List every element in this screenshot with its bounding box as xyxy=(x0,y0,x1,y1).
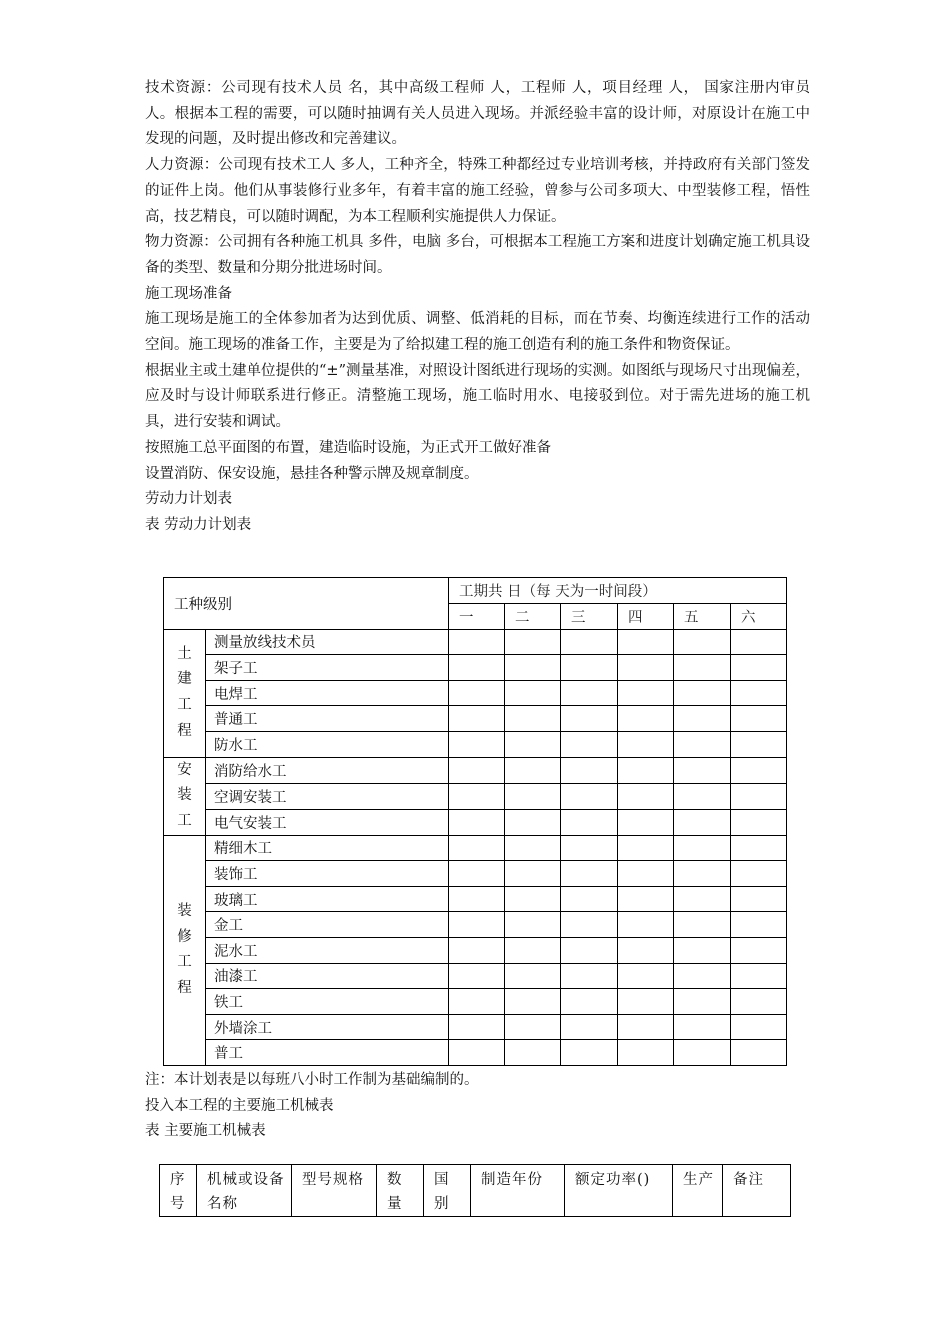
table-row xyxy=(164,886,787,912)
table-row xyxy=(164,706,787,732)
period-cell xyxy=(618,1040,674,1066)
period-cell xyxy=(449,731,505,757)
period-cell xyxy=(731,757,787,783)
period-cell xyxy=(731,963,787,989)
heading-labor-plan: 劳动力计划表 xyxy=(145,491,232,508)
category-cell xyxy=(164,835,206,1065)
period-6: 六 xyxy=(731,604,787,630)
period-cell xyxy=(731,629,787,655)
worker-type: 电气安装工 xyxy=(206,809,449,835)
period-cell xyxy=(674,809,731,835)
period-4: 四 xyxy=(618,604,674,630)
period-cell xyxy=(561,706,618,732)
machinery-table xyxy=(159,1164,791,1217)
period-cell xyxy=(674,861,731,887)
period-cell xyxy=(731,912,787,938)
worker-type: 空调安装工 xyxy=(206,783,449,809)
period-cell xyxy=(561,1040,618,1066)
paragraph-technical-resources: 技术资源：公司现有技术人员 名，其中高级工程师 人，工程师 人，项目经理 人， 国家注册内审员 人。根据本工程的需要，可以随时抽调有关人员进入现场。并派经验丰富的设计师，对原设计在施工中发现的问题，及时提出修改和完善建议。 xyxy=(145,80,810,148)
labor-table-caption: 表 劳动力计划表 xyxy=(145,516,252,533)
period-cell xyxy=(561,835,618,861)
table-row xyxy=(164,989,787,1015)
period-cell xyxy=(618,783,674,809)
period-cell xyxy=(561,938,618,964)
period-cell xyxy=(561,655,618,681)
period-cell xyxy=(449,706,505,732)
period-cell xyxy=(674,912,731,938)
period-cell xyxy=(505,938,561,964)
category-char: 装 xyxy=(177,787,192,804)
worker-type: 金工 xyxy=(206,912,449,938)
category-char: 程 xyxy=(177,980,192,997)
period-cell xyxy=(505,1040,561,1066)
period-cell xyxy=(618,757,674,783)
period-cell xyxy=(674,706,731,732)
paragraph-temporary-facilities: 按照施工总平面图的布置，建造临时设施，为正式开工做好准备 xyxy=(145,439,551,456)
table-row xyxy=(164,1040,787,1066)
machinery-header-qty: 数量 xyxy=(377,1165,424,1217)
period-cell xyxy=(674,1014,731,1040)
period-cell xyxy=(618,731,674,757)
machinery-table-caption: 表 主要施工机械表 xyxy=(145,1123,266,1139)
period-cell xyxy=(505,835,561,861)
period-cell xyxy=(731,938,787,964)
period-cell xyxy=(731,655,787,681)
heading-site-preparation: 施工现场准备 xyxy=(145,285,232,302)
period-cell xyxy=(731,1040,787,1066)
period-cell xyxy=(449,809,505,835)
worker-type: 装饰工 xyxy=(206,861,449,887)
category-cell xyxy=(164,629,206,757)
period-cell xyxy=(731,809,787,835)
period-cell xyxy=(731,835,787,861)
period-cell xyxy=(618,809,674,835)
period-cell xyxy=(618,1014,674,1040)
worker-type: 普通工 xyxy=(206,706,449,732)
body-text xyxy=(145,76,810,539)
period-cell xyxy=(505,731,561,757)
period-cell xyxy=(731,706,787,732)
paragraph-fire-security: 设置消防、保安设施，悬挂各种警示牌及规章制度。 xyxy=(145,465,479,482)
period-cell xyxy=(449,757,505,783)
category-char: 程 xyxy=(177,722,192,739)
period-cell xyxy=(561,680,618,706)
period-cell xyxy=(561,757,618,783)
period-cell xyxy=(449,680,505,706)
period-cell xyxy=(674,655,731,681)
period-cell xyxy=(618,886,674,912)
worker-type: 铁工 xyxy=(206,989,449,1015)
period-cell xyxy=(449,912,505,938)
period-cell xyxy=(561,731,618,757)
period-cell xyxy=(618,706,674,732)
machinery-header-power: 额定功率() xyxy=(565,1165,673,1217)
period-cell xyxy=(449,861,505,887)
period-cell xyxy=(505,989,561,1015)
category-char: 装 xyxy=(177,902,192,919)
machinery-header-production: 生产 xyxy=(673,1165,723,1217)
table-row xyxy=(164,1014,787,1040)
category-char: 修 xyxy=(177,928,192,945)
table-row xyxy=(164,731,787,757)
machinery-header-name: 机械或设备名称 xyxy=(197,1165,292,1217)
table-row xyxy=(164,938,787,964)
machinery-header-model: 型号规格 xyxy=(292,1165,377,1217)
worker-type: 泥水工 xyxy=(206,938,449,964)
table-row xyxy=(164,757,787,783)
period-3: 三 xyxy=(561,604,618,630)
table-row xyxy=(164,912,787,938)
period-cell xyxy=(674,989,731,1015)
table-row xyxy=(164,783,787,809)
period-cell xyxy=(505,963,561,989)
period-cell xyxy=(618,629,674,655)
period-cell xyxy=(449,938,505,964)
period-cell xyxy=(618,989,674,1015)
table-row xyxy=(164,629,787,655)
table-row xyxy=(164,809,787,835)
machinery-header-remarks: 备注 xyxy=(723,1165,791,1217)
period-cell xyxy=(449,783,505,809)
period-cell xyxy=(449,886,505,912)
period-cell xyxy=(731,861,787,887)
period-cell xyxy=(731,731,787,757)
category-char: 工 xyxy=(177,812,192,829)
period-cell xyxy=(674,731,731,757)
period-cell xyxy=(618,655,674,681)
period-2: 二 xyxy=(505,604,561,630)
period-cell xyxy=(449,629,505,655)
worker-type: 精细木工 xyxy=(206,835,449,861)
worker-type: 外墙涂工 xyxy=(206,1014,449,1040)
header-work-type: 工种级别 xyxy=(164,578,449,630)
paragraph-site-preparation: 施工现场是施工的全体参加者为达到优质、调整、低消耗的目标，而在节奏、均衡连续进行工作的活动空间。施工现场的准备工作，主要是为了给拟建工程的施工创造有利的施工条件和物资保证。 xyxy=(145,311,810,354)
period-cell xyxy=(731,783,787,809)
table-row xyxy=(164,861,787,887)
table-row xyxy=(164,835,787,861)
period-cell xyxy=(731,989,787,1015)
worker-type: 电焊工 xyxy=(206,680,449,706)
period-cell xyxy=(561,963,618,989)
period-cell xyxy=(505,680,561,706)
period-cell xyxy=(505,757,561,783)
category-char: 工 xyxy=(177,697,192,714)
period-cell xyxy=(505,783,561,809)
header-period: 工期共 日（每 天为一时间段） xyxy=(449,578,787,604)
machinery-header-year: 制造年份 xyxy=(471,1165,565,1217)
labor-table-note: 注：本计划表是以每班八小时工作制为基础编制的。 xyxy=(145,1072,479,1088)
paragraph-material-resources: 物力资源：公司拥有各种施工机具 多件，电脑 多台，可根据本工程施工方案和进度计划确定施工机具设备的类型、数量和分期分批进场时间。 xyxy=(145,234,810,276)
period-cell xyxy=(505,809,561,835)
period-cell xyxy=(505,655,561,681)
heading-machinery: 投入本工程的主要施工机械表 xyxy=(145,1098,334,1114)
worker-type: 油漆工 xyxy=(206,963,449,989)
period-cell xyxy=(449,1014,505,1040)
worker-type: 架子工 xyxy=(206,655,449,681)
period-cell xyxy=(618,912,674,938)
period-cell xyxy=(731,1014,787,1040)
period-cell xyxy=(674,783,731,809)
category-char: 建 xyxy=(177,671,192,688)
worker-type: 消防给水工 xyxy=(206,757,449,783)
period-cell xyxy=(505,706,561,732)
paragraph-human-resources: 人力资源：公司现有技术工人 多人，工种齐全，特殊工种都经过专业培训考核，并持政府有关部门签发的证件上岗。他们从事装修行业多年，有着丰富的施工经验，曾参与公司多项大、中型装修工程，悟性高，技艺精良，可以随时调配，为本工程顺利实施提供人力保证。 xyxy=(145,157,810,225)
machinery-header-country: 国别 xyxy=(424,1165,471,1217)
machinery-header-no: 序号 xyxy=(160,1165,197,1217)
period-cell xyxy=(618,938,674,964)
worker-type: 玻璃工 xyxy=(206,886,449,912)
period-cell xyxy=(449,989,505,1015)
worker-type: 防水工 xyxy=(206,731,449,757)
period-cell xyxy=(449,963,505,989)
period-cell xyxy=(618,835,674,861)
worker-type: 测量放线技术员 xyxy=(206,629,449,655)
period-cell xyxy=(618,963,674,989)
period-cell xyxy=(449,835,505,861)
category-char: 工 xyxy=(177,954,192,971)
table-row xyxy=(164,963,787,989)
period-cell xyxy=(674,938,731,964)
period-cell xyxy=(505,1014,561,1040)
period-cell xyxy=(674,835,731,861)
period-cell xyxy=(674,629,731,655)
period-cell xyxy=(449,655,505,681)
period-5: 五 xyxy=(674,604,731,630)
table-row xyxy=(164,680,787,706)
period-cell xyxy=(618,680,674,706)
period-cell xyxy=(561,783,618,809)
period-cell xyxy=(505,861,561,887)
period-cell xyxy=(505,886,561,912)
period-cell xyxy=(731,680,787,706)
labor-plan-table xyxy=(163,577,787,1066)
period-cell xyxy=(674,963,731,989)
period-cell xyxy=(674,1040,731,1066)
period-cell xyxy=(561,886,618,912)
period-cell xyxy=(561,809,618,835)
paragraph-survey: 根据业主或土建单位提供的“±”测量基准，对照设计图纸进行现场的实测。如图纸与现场尺寸出现偏差，应及时与设计师联系进行修正。清整施工现场，施工临时用水、电接驳到位。对于需先进场的施工机具，进行安装和调试。 xyxy=(145,362,810,431)
period-cell xyxy=(561,989,618,1015)
period-cell xyxy=(505,629,561,655)
table-row xyxy=(164,655,787,681)
period-cell xyxy=(561,912,618,938)
period-cell xyxy=(561,629,618,655)
period-cell xyxy=(505,912,561,938)
period-1: 一 xyxy=(449,604,505,630)
period-cell xyxy=(618,861,674,887)
worker-type: 普工 xyxy=(206,1040,449,1066)
period-cell xyxy=(561,861,618,887)
period-cell xyxy=(449,1040,505,1066)
category-char: 土 xyxy=(177,645,192,662)
period-cell xyxy=(674,886,731,912)
category-cell xyxy=(164,757,206,835)
category-char: 安 xyxy=(177,761,192,778)
period-cell xyxy=(674,680,731,706)
period-cell xyxy=(561,1014,618,1040)
period-cell xyxy=(674,757,731,783)
period-cell xyxy=(731,886,787,912)
